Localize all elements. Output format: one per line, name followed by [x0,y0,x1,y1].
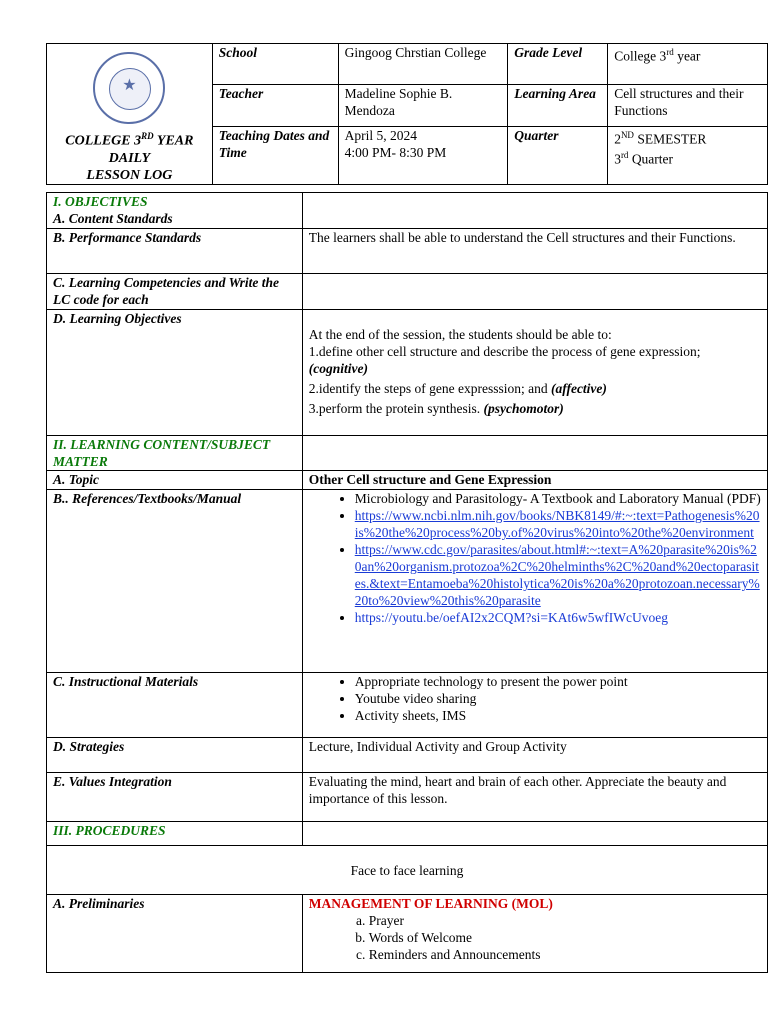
performance-label: B. Performance Standards [47,229,303,274]
preliminaries-value [302,895,767,973]
procedures-heading: III. PROCEDURES [47,822,303,846]
competencies-label: C. Learning Competencies and Write the LC code for each [47,274,303,310]
learning-mode: Face to face learning [47,846,768,895]
teacher-label: Teacher [212,84,338,126]
strategies-value: Lecture, Individual Activity and Group Activity [302,738,767,773]
objectives-section [47,193,303,229]
area-label: Learning Area [508,84,608,126]
reference-link[interactable]: • https://www.ncbi.nlm.nih.gov/books/NBK8149/#:~:text=Pathogenesis%20is%20the%20process%20by.of%20virus%20into%20the%20environment [355,507,761,541]
preliminaries-label: A. Preliminaries [47,895,303,973]
school-label: School [212,44,338,85]
content-standards-label: A. Content Standards [53,211,173,226]
reference-item: • Microbiology and Parasitology- A Textbook and Laboratory Manual (PDF) [355,490,761,507]
mol-item: a. Prayer [369,912,761,929]
quarter-value: 2ND SEMESTER 3rd Quarter [608,126,768,184]
learning-content-heading: II. LEARNING CONTENT/SUBJECT MATTER [47,436,303,471]
performance-value: The learners shall be able to understand the Cell structures and their Functions. [302,229,767,274]
materials-label: C. Instructional Materials [47,673,303,738]
references-label: B.. References/Textbooks/Manual [47,490,303,673]
school-value: Gingoog Chrstian College [338,44,508,85]
objectives-heading: I. OBJECTIVES [53,194,148,209]
grade-value: College 3rd year [608,44,768,85]
school-seal-logo: ★ [93,52,165,124]
topic-label: A. Topic [47,471,303,490]
strategies-label: D. Strategies [47,738,303,773]
learning-objectives-value: At the end of the session, the students should be able to: 1.define other cell structure and describe the process of gene expression; (cognitive) 2.identify the steps of gene expresssion; and (affective) 3.perform the protein synthesis. (psychomotor) [302,310,767,436]
material-item: • Activity sheets, IMS [355,707,761,724]
topic-value: Other Cell structure and Gene Expression [302,471,767,490]
dates-value: April 5, 2024 4:00 PM- 8:30 PM [338,126,508,184]
lesson-plan-table [46,192,768,973]
material-item: • Appropriate technology to present the power point [355,673,761,690]
header-table [46,43,768,185]
reference-link[interactable]: • https://www.cdc.gov/parasites/about.html#:~:text=A%20parasite%20is%20an%20organism.protozoa%2C%20helminths%2C%20and%20ectoparasites.&text=Entamoeba%20histolytica%20is%20a%20protozoan.necessary%20to%20view%20this%20parasite [355,541,761,609]
values-value: Evaluating the mind, heart and brain of each other. Appreciate the beauty and importance of this lesson. [302,773,767,822]
grade-label: Grade Level [508,44,608,85]
teacher-value: Madeline Sophie B. Mendoza [338,84,508,126]
mol-item: b. Words of Welcome [369,929,761,946]
mol-title: MANAGEMENT OF LEARNING (MOL) [308,896,553,911]
mol-item: c. Reminders and Announcements [369,946,761,963]
materials-list [302,673,767,738]
lesson-log-title: ★ COLLEGE 3RD YEAR DAILY LESSON LOG [47,44,213,185]
values-label: E. Values Integration [47,773,303,822]
references-list [302,490,767,673]
reference-link: • https://youtu.be/oefAI2x2CQM?si=KAt6w5wfIWcUvoeg [355,609,761,626]
area-value: Cell structures and their Functions [608,84,768,126]
content-standards-value [302,193,767,229]
learning-objectives-label: D. Learning Objectives [47,310,303,436]
dates-label: Teaching Dates and Time [212,126,338,184]
competencies-value [302,274,767,310]
material-item: • Youtube video sharing [355,690,761,707]
quarter-label: Quarter [508,126,608,184]
